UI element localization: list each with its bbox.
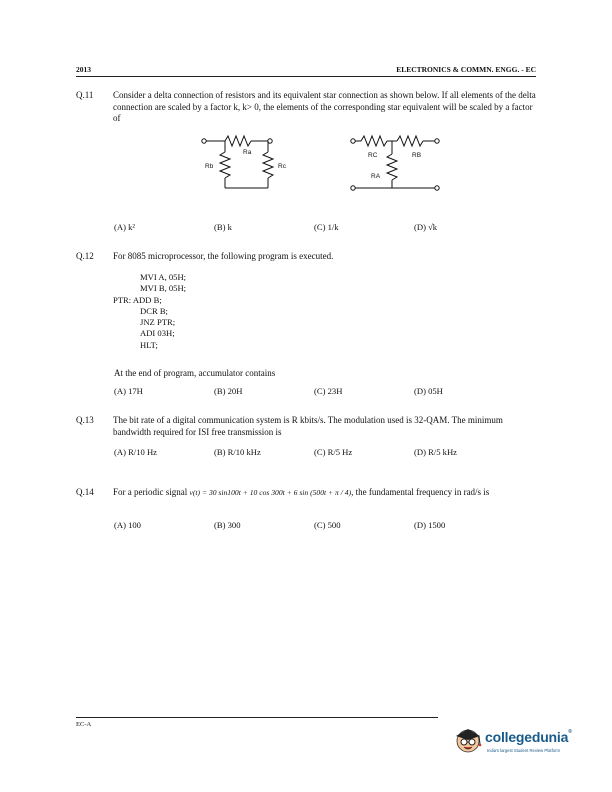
label-delta-rb: Rb (205, 163, 214, 170)
q12-text: For 8085 microprocessor, the following program is executed. (113, 251, 334, 261)
q13-text: The bit rate of a digital communication system is R kbits/s. The modulation used is 32-QAM. The minimum bandwidth required for ISI free transmission is (113, 415, 503, 437)
star-resistor-ra (387, 154, 397, 180)
program-line: ADI 03H; (140, 328, 175, 339)
star-resistor-rb (397, 136, 423, 146)
star-terminal-left (351, 139, 355, 143)
q12-option-b: (B) 20H (214, 386, 243, 396)
delta-resistor-rc (263, 152, 273, 178)
q12-question-end: At the end of program, accumulator contains (114, 368, 276, 378)
label-star-rb: RB (412, 152, 422, 159)
paper-title: ELECTRONICS & COMMN. ENGG. - EC (396, 65, 536, 74)
label-delta-rc: Rc (278, 163, 286, 170)
star-terminal-bottom-right (435, 186, 439, 190)
q14-option-d: (D) 1500 (414, 520, 446, 530)
q14-option-c: (C) 500 (314, 520, 341, 530)
q11-option-d: (D) √k (414, 222, 438, 232)
star-resistor-rc (361, 136, 387, 146)
q14-text-before: For a periodic signal (113, 487, 188, 497)
question-number-13: Q.13 (76, 415, 94, 425)
footer-code: EC-A (76, 721, 92, 728)
q11-option-a: (A) k² (114, 222, 135, 232)
header-rule (76, 76, 536, 77)
q12-program (113, 272, 186, 351)
label-star-ra: RA (371, 173, 381, 180)
q14-text-after: , the fundamental frequency in rad/s is (351, 487, 490, 497)
q14-formula: v(t) = 30 sin100t + 10 cos 300t + 6 sin (500t + π / 4) (189, 488, 352, 497)
question-number-14: Q.14 (76, 487, 94, 497)
program-line: HLT; (140, 339, 158, 350)
q14-option-b: (B) 300 (214, 520, 241, 530)
delta-star-figure (195, 128, 450, 198)
footer-rule (76, 717, 438, 718)
program-line: MVI A, 05H; (140, 272, 187, 282)
q11-text: Consider a delta connection of resistors and its equivalent star connection as shown below. If all elements of the delta connection are scaled by a factor k, k> 0, the elements of the corresponding star equivalent will be scaled by a factor of (113, 90, 536, 123)
delta-resistor-rb (220, 152, 230, 178)
program-line: JNZ PTR; (140, 317, 176, 328)
label-star-rc: RC (368, 152, 378, 159)
delta-resistor-ra (225, 136, 251, 146)
brand-registered-mark: ® (568, 729, 572, 735)
q13-option-d: (D) R/5 kHz (414, 447, 457, 457)
exam-year: 2013 (76, 65, 91, 74)
q14-text (113, 487, 537, 499)
brand-tagline: India's largest Student Review Platform (487, 748, 560, 753)
q13-option-c: (C) R/5 Hz (314, 447, 353, 457)
brand-name: collegedunia (485, 729, 569, 745)
brand-logo (485, 729, 572, 745)
program-line: DCR B; (140, 305, 168, 316)
q11-option-c: (C) 1/k (314, 222, 339, 232)
q13-option-b: (B) R/10 kHz (214, 447, 261, 457)
q14-option-a: (A) 100 (114, 520, 141, 530)
q12-option-a: (A) 17H (114, 386, 143, 396)
q12-option-d: (D) 05H (414, 386, 443, 396)
q12-option-c: (C) 23H (314, 386, 343, 396)
label-delta-ra: Ra (243, 149, 252, 156)
delta-terminal-top-left (202, 139, 206, 143)
question-text-11 (113, 90, 537, 125)
program-line: PTR: ADD B; (113, 294, 162, 305)
mascot-logo-icon (452, 724, 484, 756)
program-line: MVI B, 05H; (140, 283, 187, 294)
question-number-11: Q.11 (76, 90, 94, 100)
question-number-12: Q.12 (76, 251, 94, 261)
star-terminal-right (435, 139, 439, 143)
q11-option-b: (B) k (214, 222, 232, 232)
star-terminal-bottom-left (351, 186, 355, 190)
q13-option-a: (A) R/10 Hz (114, 447, 157, 457)
